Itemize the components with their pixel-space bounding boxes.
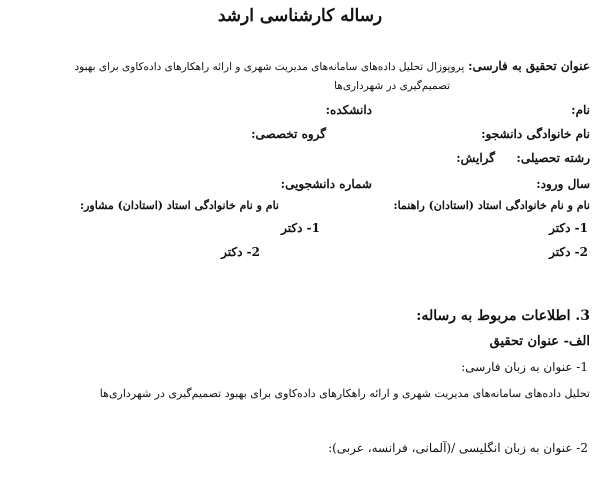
advisor-header: نام و نام خانوادگی استاد (استادان) مشاور: [80, 199, 279, 212]
supervisor-1: 1- دکتر [549, 221, 588, 235]
advisor-1: 1- دکتر [281, 221, 320, 235]
supervisor-2: 2- دکتر [549, 245, 588, 259]
faculty-field-label: دانشکده: [325, 103, 372, 117]
entry-year-label: سال ورود: [536, 177, 590, 191]
persian-title-label: عنوان تحقیق به فارسی: [468, 59, 590, 73]
page-title: رساله کارشناسی ارشد [217, 6, 383, 26]
section3-item1-value: تحلیل داده‌های سامانه‌های مدیریت شهری و ارائه راهکارهای داده‌کاوی برای بهبود تصمیم‌گیری در شهرداری‌ها [99, 387, 590, 400]
supervisor-header: نام و نام خانوادگی استاد (استادان) راهنما: [393, 199, 590, 212]
persian-title-value-line1: پروپوزال تحلیل داده‌های سامانه‌های مدیریت شهری و ارائه راهکارهای داده‌کاوی برای بهبود [74, 61, 465, 73]
advisor-2: 2- دکتر [221, 245, 260, 259]
family-name-field-label: نام خانوادگی دانشجو: [481, 127, 590, 141]
section3-subheading: الف- عنوان تحقیق [489, 334, 590, 349]
specialty-group-field-label: گروه تخصصی: [251, 127, 326, 141]
name-field-label: نام: [571, 103, 590, 117]
student-number-label: شماره دانشجویی: [280, 177, 372, 191]
section3-item1-label: 1- عنوان به زبان فارسی: [461, 360, 588, 374]
field-of-study-label: رشته تحصیلی: [516, 151, 590, 165]
orientation-label: گرایش: [456, 151, 495, 165]
section3-heading: 3. اطلاعات مربوط به رساله: [416, 308, 590, 324]
section3-item2-label: 2- عنوان به زبان انگلیسی /(آلمانی، فرانسه، عربی): [328, 441, 588, 455]
persian-title-row [75, 59, 591, 73]
persian-title-value-line2: تصمیم‌گیری در شهرداری‌ها [334, 80, 450, 92]
